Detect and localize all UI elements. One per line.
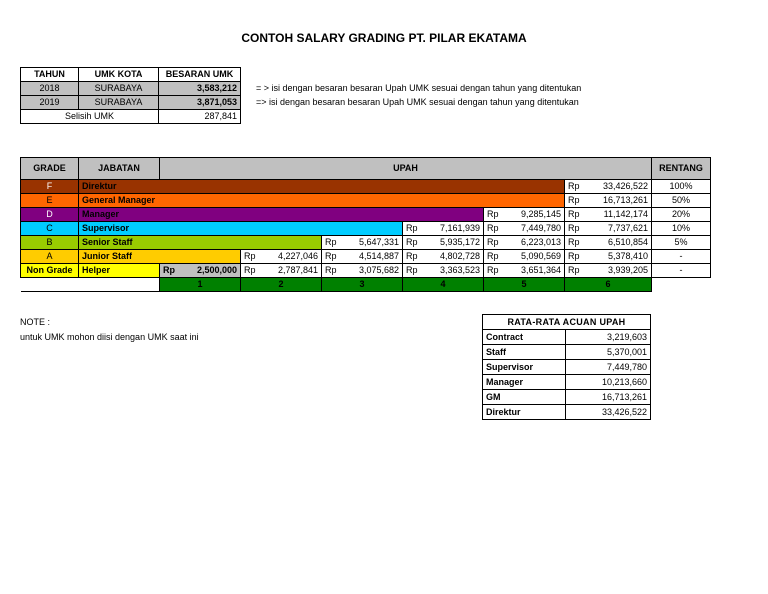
currency-label: Rp: [163, 265, 175, 275]
umk-amount[interactable]: 3,583,212: [159, 82, 241, 96]
avg-label: GM: [483, 390, 566, 405]
upah-value: 2,500,000: [196, 265, 237, 275]
currency-label: Rp: [568, 209, 580, 219]
rentang-cell: 100%: [652, 180, 711, 194]
upah-amount: [325, 236, 399, 249]
upah-value: 7,737,621: [607, 223, 648, 233]
upah-cell[interactable]: [484, 236, 565, 250]
upah-cell[interactable]: [403, 264, 484, 278]
grade-header-row: [21, 158, 711, 180]
upah-amount: [406, 222, 480, 235]
level-3: 3: [322, 278, 403, 292]
avg-label: Supervisor: [483, 360, 566, 375]
avg-row: [483, 390, 651, 405]
upah-cell[interactable]: [484, 264, 565, 278]
upah-cell[interactable]: [565, 194, 652, 208]
average-wage-table: [482, 314, 651, 420]
currency-label: Rp: [568, 223, 580, 233]
jabatan-cell: General Manager: [79, 194, 565, 208]
avg-label: Direktur: [483, 405, 566, 420]
upah-amount: [163, 264, 237, 277]
currency-label: Rp: [406, 265, 418, 275]
upah-cell[interactable]: [565, 250, 652, 264]
avg-label: Contract: [483, 330, 566, 345]
avg-title-row: [483, 315, 651, 330]
umk-year[interactable]: 2018: [21, 82, 79, 96]
upah-value: 5,378,410: [607, 251, 648, 261]
upah-cell[interactable]: [484, 208, 565, 222]
grade-body: [21, 180, 711, 278]
grade-row: [21, 222, 711, 236]
upah-cell[interactable]: [565, 180, 652, 194]
avg-label: Staff: [483, 345, 566, 360]
grade-row: [21, 236, 711, 250]
avg-row: [483, 375, 651, 390]
upah-value: 7,449,780: [520, 223, 561, 233]
upah-cell[interactable]: [322, 250, 403, 264]
upah-value: 3,651,364: [520, 265, 561, 275]
umk-year[interactable]: 2019: [21, 96, 79, 110]
level-6: 6: [565, 278, 652, 292]
grade-row: [21, 264, 711, 278]
rentang-cell: -: [652, 264, 711, 278]
upah-amount: [406, 250, 480, 263]
header-rentang: RENTANG: [652, 158, 711, 180]
upah-amount: [244, 264, 318, 277]
currency-label: Rp: [406, 251, 418, 261]
upah-value: 3,075,682: [358, 265, 399, 275]
currency-label: Rp: [568, 181, 580, 191]
grade-cell: A: [21, 250, 79, 264]
upah-value: 5,647,331: [358, 237, 399, 247]
umk-city[interactable]: SURABAYA: [79, 82, 159, 96]
note-text: untuk UMK mohon diisi dengan UMK saat ini: [20, 332, 199, 342]
upah-amount: [325, 264, 399, 277]
upah-value: 11,142,174: [603, 209, 648, 219]
upah-cell[interactable]: [160, 264, 241, 278]
salary-grade-table: [20, 157, 711, 292]
rentang-cell: 50%: [652, 194, 711, 208]
upah-amount: [568, 250, 648, 263]
currency-label: Rp: [487, 251, 499, 261]
grade-cell: Non Grade: [21, 264, 79, 278]
umk-note-2019: => isi dengan besaran besaran Upah UMK sesuai dengan tahun yang ditentukan: [256, 97, 579, 107]
grade-row: [21, 208, 711, 222]
grade-cell: F: [21, 180, 79, 194]
jabatan-cell: Direktur: [79, 180, 565, 194]
grade-cell: E: [21, 194, 79, 208]
level-spacer: [21, 278, 79, 292]
upah-amount: [568, 222, 648, 235]
upah-cell[interactable]: [403, 236, 484, 250]
upah-amount: [487, 208, 561, 221]
avg-value[interactable]: 33,426,522: [566, 405, 651, 420]
umk-row-2018: [21, 82, 241, 96]
avg-value[interactable]: 16,713,261: [566, 390, 651, 405]
grade-cell: D: [21, 208, 79, 222]
upah-amount: [568, 180, 648, 193]
avg-value[interactable]: 7,449,780: [566, 360, 651, 375]
upah-amount: [568, 208, 648, 221]
upah-cell[interactable]: [565, 208, 652, 222]
rentang-cell: 20%: [652, 208, 711, 222]
currency-label: Rp: [568, 265, 580, 275]
upah-cell[interactable]: [322, 264, 403, 278]
upah-cell[interactable]: [241, 250, 322, 264]
umk-header-city: UMK KOTA: [79, 68, 159, 82]
umk-amount[interactable]: 3,871,053: [159, 96, 241, 110]
level-1: 1: [160, 278, 241, 292]
upah-amount: [406, 236, 480, 249]
upah-amount: [406, 264, 480, 277]
avg-row: [483, 405, 651, 420]
upah-cell[interactable]: [484, 250, 565, 264]
umk-header-amount: BESARAN UMK: [159, 68, 241, 82]
upah-amount: [568, 194, 648, 207]
currency-label: Rp: [244, 265, 256, 275]
jabatan-cell: Supervisor: [79, 222, 403, 236]
rentang-cell: -: [652, 250, 711, 264]
currency-label: Rp: [487, 237, 499, 247]
upah-cell[interactable]: [565, 236, 652, 250]
level-2: 2: [241, 278, 322, 292]
upah-cell[interactable]: [565, 264, 652, 278]
upah-value: 7,161,939: [439, 223, 480, 233]
upah-value: 2,787,841: [277, 265, 318, 275]
currency-label: Rp: [568, 195, 580, 205]
jabatan-cell: Senior Staff: [79, 236, 322, 250]
upah-cell[interactable]: [484, 222, 565, 236]
upah-value: 4,514,887: [358, 251, 399, 261]
currency-label: Rp: [244, 251, 256, 261]
umk-note-2018: = > isi dengan besaran besaran Upah UMK sesuai dengan tahun yang ditentukan: [256, 83, 582, 93]
upah-amount: [568, 236, 648, 249]
header-grade: GRADE: [21, 158, 79, 180]
currency-label: Rp: [487, 209, 499, 219]
header-upah: UPAH: [160, 158, 652, 180]
upah-cell[interactable]: [241, 264, 322, 278]
avg-value[interactable]: 3,219,603: [566, 330, 651, 345]
upah-cell[interactable]: [403, 222, 484, 236]
currency-label: Rp: [487, 265, 499, 275]
jabatan-cell: Manager: [79, 208, 484, 222]
upah-value: 5,935,172: [439, 237, 480, 247]
upah-value: 16,713,261: [602, 195, 648, 205]
grade-row: [21, 180, 711, 194]
level-spacer: [652, 278, 711, 292]
currency-label: Rp: [568, 237, 580, 247]
upah-amount: [244, 250, 318, 263]
currency-label: Rp: [487, 223, 499, 233]
umk-diff-row: [21, 110, 241, 124]
jabatan-cell: Helper: [79, 264, 160, 278]
avg-row: [483, 345, 651, 360]
rentang-cell: 10%: [652, 222, 711, 236]
currency-label: Rp: [568, 251, 580, 261]
umk-row-2019: [21, 96, 241, 110]
umk-header-row: [21, 68, 241, 82]
currency-label: Rp: [325, 237, 337, 247]
upah-cell[interactable]: [322, 236, 403, 250]
level-row: [21, 278, 711, 292]
currency-label: Rp: [325, 265, 337, 275]
upah-value: 33,426,522: [602, 181, 648, 191]
grade-cell: B: [21, 236, 79, 250]
level-5: 5: [484, 278, 565, 292]
umk-header-year: TAHUN: [21, 68, 79, 82]
upah-value: 4,227,046: [277, 251, 318, 261]
upah-cell[interactable]: [403, 250, 484, 264]
currency-label: Rp: [406, 237, 418, 247]
upah-value: 3,363,523: [439, 265, 480, 275]
upah-amount: [487, 264, 561, 277]
upah-value: 5,090,569: [520, 251, 561, 261]
grade-cell: C: [21, 222, 79, 236]
avg-value[interactable]: 5,370,001: [566, 345, 651, 360]
level-4: 4: [403, 278, 484, 292]
avg-table-title: RATA-RATA ACUAN UPAH: [483, 315, 651, 330]
upah-amount: [487, 222, 561, 235]
grade-row: [21, 250, 711, 264]
currency-label: Rp: [406, 223, 418, 233]
note-label: NOTE :: [20, 317, 51, 327]
upah-value: 9,285,145: [520, 209, 561, 219]
umk-diff-value: 287,841: [159, 110, 241, 124]
umk-table: [20, 67, 241, 124]
upah-amount: [487, 236, 561, 249]
upah-amount: [487, 250, 561, 263]
upah-value: 6,223,013: [520, 237, 561, 247]
page-title: CONTOH SALARY GRADING PT. PILAR EKATAMA: [241, 31, 527, 45]
upah-value: 3,939,205: [607, 265, 648, 275]
upah-amount: [568, 264, 648, 277]
avg-row: [483, 360, 651, 375]
avg-row: [483, 330, 651, 345]
rentang-cell: 5%: [652, 236, 711, 250]
avg-value[interactable]: 10,213,660: [566, 375, 651, 390]
upah-cell[interactable]: [565, 222, 652, 236]
currency-label: Rp: [325, 251, 337, 261]
jabatan-cell: Junior Staff: [79, 250, 241, 264]
level-spacer: [79, 278, 160, 292]
upah-amount: [325, 250, 399, 263]
umk-city[interactable]: SURABAYA: [79, 96, 159, 110]
header-jabatan: JABATAN: [79, 158, 160, 180]
upah-value: 6,510,854: [607, 237, 648, 247]
grade-row: [21, 194, 711, 208]
umk-diff-label: Selisih UMK: [21, 110, 159, 124]
avg-label: Manager: [483, 375, 566, 390]
upah-value: 4,802,728: [439, 251, 480, 261]
